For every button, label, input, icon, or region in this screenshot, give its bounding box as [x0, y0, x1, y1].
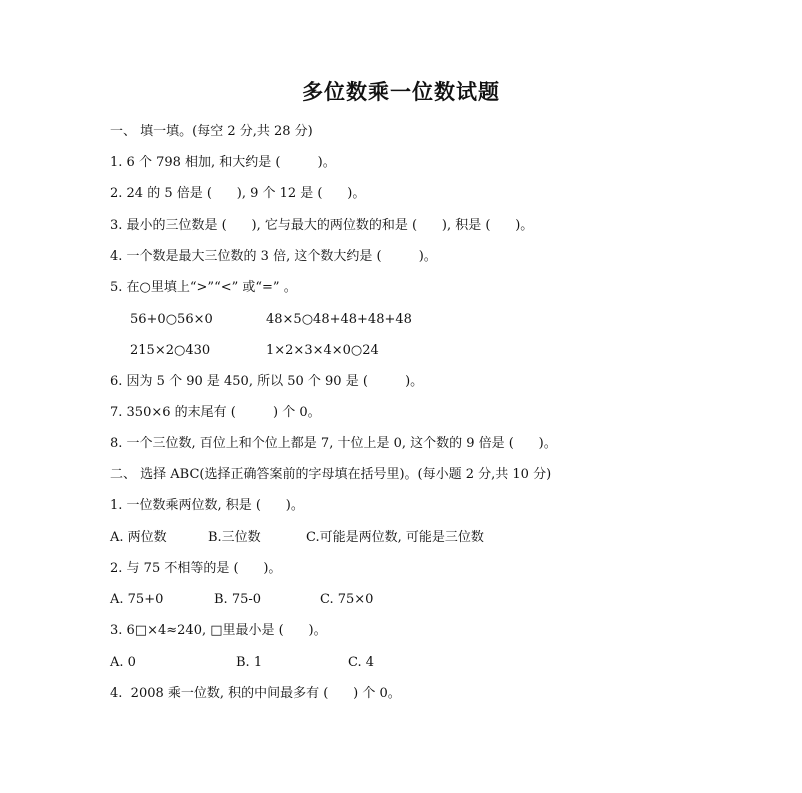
- s1-q5-item-3: 215×2○430: [130, 343, 211, 358]
- s1-question-6: 6. 因为 5 个 90 是 450, 所以 50 个 90 是 ( )。: [110, 374, 424, 389]
- section1-header: 一、 填一填。(每空 2 分,共 28 分): [110, 124, 313, 139]
- s1-q5-item-2: 48×5○48+48+48+48: [266, 312, 412, 327]
- s1-question-8: 8. 一个三位数, 百位上和个位上都是 7, 十位上是 0, 这个数的 9 倍是 ( )。: [110, 436, 557, 451]
- s1-question-4: 4. 一个数是最大三位数的 3 倍, 这个数大约是 ( )。: [110, 249, 437, 264]
- s2-question-2: 2. 与 75 不相等的是 ( )。: [110, 561, 282, 576]
- s1-question-7: 7. 350×6 的末尾有 ( ) 个 0。: [110, 405, 321, 420]
- s1-question-5: 5. 在○里填上“>”“<” 或“=” 。: [110, 280, 297, 295]
- s2-q3-option-a: A. 0: [110, 655, 136, 670]
- page-title: 多位数乘一位数试题: [302, 80, 500, 104]
- s2-q1-option-a: A. 两位数: [110, 530, 167, 545]
- s1-question-2: 2. 24 的 5 倍是 ( ), 9 个 12 是 ( )。: [110, 186, 366, 201]
- s2-question-1: 1. 一位数乘两位数, 积是 ( )。: [110, 498, 304, 513]
- s2-q2-option-a: A. 75+0: [110, 592, 164, 607]
- s2-q1-option-b: B.三位数: [208, 530, 261, 545]
- s1-q5-item-4: 1×2×3×4×0○24: [266, 343, 379, 358]
- s1-question-3: 3. 最小的三位数是 ( ), 它与最大的两位数的和是 ( ), 积是 ( )。: [110, 218, 534, 233]
- s2-q2-option-c: C. 75×0: [320, 592, 374, 607]
- s2-question-3: 3. 6□×4≈240, □里最小是 ( )。: [110, 623, 327, 638]
- s1-q5-item-1: 56+0○56×0: [130, 312, 213, 327]
- s2-q3-option-c: C. 4: [348, 655, 375, 670]
- s2-q1-option-c: C.可能是两位数, 可能是三位数: [306, 530, 484, 545]
- s2-question-4: 4. 2008 乘一位数, 积的中间最多有 ( ) 个 0。: [110, 686, 401, 701]
- s2-q3-option-b: B. 1: [236, 655, 263, 670]
- s1-question-1: 1. 6 个 798 相加, 和大约是 ( )。: [110, 155, 336, 170]
- s2-q2-option-b: B. 75-0: [214, 592, 262, 607]
- section2-header: 二、 选择 ABC(选择正确答案前的字母填在括号里)。(每小题 2 分,共 10 分): [110, 467, 552, 482]
